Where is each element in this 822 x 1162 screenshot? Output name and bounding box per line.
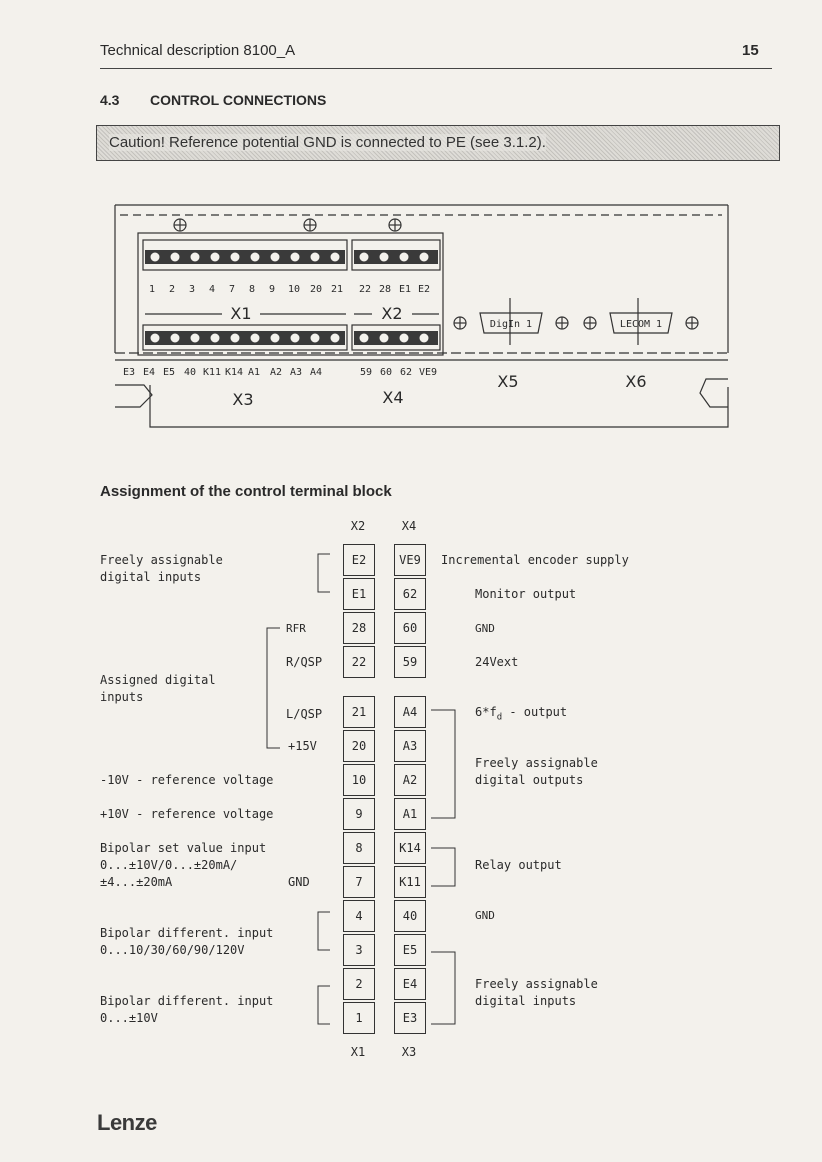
terminal-cell: 9	[343, 798, 375, 830]
terminal-cell: 10	[343, 764, 375, 796]
terminal-cell: 2	[343, 968, 375, 1000]
terminal-cell: 7	[343, 866, 375, 898]
label-assigned-digital: Assigned digital	[100, 673, 216, 687]
terminal-cell: E2	[343, 544, 375, 576]
terminal-cell: A4	[394, 696, 426, 728]
x4-terminal-label: 59	[359, 367, 373, 378]
label-freely-outputs-2: digital outputs	[475, 773, 584, 787]
label-encoder-supply: Incremental encoder supply	[441, 553, 629, 567]
header-title: Technical description 8100_A	[100, 42, 296, 59]
x3-terminal-label: A2	[269, 367, 283, 378]
terminal-cell: A3	[394, 730, 426, 762]
terminal-cell: 59	[394, 646, 426, 678]
x2-terminal-label: 22	[358, 284, 372, 295]
label-bipolar-set-3: ±4...±20mA	[100, 875, 173, 889]
x3-connector-label: X3	[232, 390, 254, 409]
x1-terminal-label: 21	[330, 284, 344, 295]
label-bipolar-set-1: Bipolar set value input	[100, 841, 267, 855]
terminal-cell: K14	[394, 832, 426, 864]
terminal-cell: A1	[394, 798, 426, 830]
x3-terminal-label: E4	[142, 367, 156, 378]
x3-terminal-label: E3	[122, 367, 136, 378]
label-gnd-right-2: GND	[475, 909, 495, 922]
lenze-logo: Lenze	[97, 1110, 157, 1135]
caution-text: Caution! Reference potential GND is connected to PE (see 3.1.2).	[109, 134, 546, 151]
terminal-cell: 22	[343, 646, 375, 678]
page-number: 15	[742, 42, 759, 59]
x1-terminal-label: 7	[228, 284, 236, 295]
bracket-lines	[255, 540, 555, 1040]
label-freely-inputs-2: digital inputs	[475, 994, 577, 1008]
x3-terminal-label: K11	[202, 367, 222, 378]
x6-connector-label: X6	[625, 372, 647, 391]
label-monitor-output: Monitor output	[475, 587, 577, 601]
terminal-cell: 3	[343, 934, 375, 966]
x2-terminal-label: E1	[398, 284, 412, 295]
label-diff-input-4: 0...±10V	[100, 1011, 158, 1025]
column-header-x1: X1	[350, 1045, 366, 1059]
x1-terminal-label: 3	[188, 284, 196, 295]
section-number: 4.3	[100, 92, 120, 108]
label-relay-output: Relay output	[475, 858, 562, 872]
terminal-cell: 28	[343, 612, 375, 644]
label-neg-reference: -10V - reference voltage	[100, 773, 274, 787]
x1-connector-label: X1	[230, 304, 252, 323]
x1-terminal-label: 2	[168, 284, 176, 295]
x4-terminal-label: VE9	[418, 367, 438, 378]
label-diff-input-1: Bipolar different. input	[100, 926, 274, 940]
terminal-cell: A2	[394, 764, 426, 796]
terminal-cell: E1	[343, 578, 375, 610]
label-lqsp: L/QSP	[286, 707, 323, 721]
terminal-cell: 1	[343, 1002, 375, 1034]
x2-terminal-label: E2	[417, 284, 431, 295]
x4-connector-label: X4	[382, 388, 404, 407]
label-inputs: inputs	[100, 690, 144, 704]
x3-terminal-label: 40	[183, 367, 197, 378]
terminal-cell: E5	[394, 934, 426, 966]
terminal-cell: 60	[394, 612, 426, 644]
label-bipolar-set-2: 0...±10V/0...±20mA/	[100, 858, 238, 872]
terminal-cell: E4	[394, 968, 426, 1000]
control-connector-diagram	[110, 195, 740, 435]
x4-terminal-label: 60	[379, 367, 393, 378]
x1-terminal-label: 9	[268, 284, 276, 295]
label-diff-input-2: 0...10/30/60/90/120V	[100, 943, 245, 957]
label-freely-outputs-1: Freely assignable	[475, 756, 598, 770]
section-title: CONTROL CONNECTIONS	[150, 92, 327, 108]
label-rqsp: R/QSP	[286, 655, 323, 669]
x4-terminal-label: 62	[399, 367, 413, 378]
x1-terminal-label: 8	[248, 284, 256, 295]
label-gnd: GND	[288, 875, 310, 889]
x3-terminal-label: A1	[247, 367, 261, 378]
assignment-title: Assignment of the control terminal block	[100, 483, 392, 500]
column-header-x3: X3	[401, 1045, 417, 1059]
terminal-cell: K11	[394, 866, 426, 898]
terminal-cell: 40	[394, 900, 426, 932]
caution-box	[96, 125, 780, 161]
label-diff-input-3: Bipolar different. input	[100, 994, 274, 1008]
terminal-cell: 62	[394, 578, 426, 610]
x3-terminal-label: A3	[289, 367, 303, 378]
terminal-cell: 4	[343, 900, 375, 932]
lecom-port-label: LECOM 1	[619, 319, 663, 330]
digin-port-label: DigIn 1	[489, 319, 533, 330]
terminal-cell: VE9	[394, 544, 426, 576]
terminal-cell: 20	[343, 730, 375, 762]
terminal-cell: 21	[343, 696, 375, 728]
header-rule	[100, 68, 772, 69]
x5-connector-label: X5	[497, 372, 519, 391]
label-gnd-right: GND	[475, 622, 495, 635]
x1-terminal-label: 10	[287, 284, 301, 295]
x3-terminal-label: A4	[309, 367, 323, 378]
label-pos-reference: +10V - reference voltage	[100, 807, 274, 821]
x1-terminal-label: 4	[208, 284, 216, 295]
label-freely-inputs-1: Freely assignable	[475, 977, 598, 991]
x2-terminal-label: 28	[378, 284, 392, 295]
label-digital-inputs: digital inputs	[100, 570, 202, 584]
label-24vext: 24Vext	[475, 655, 519, 669]
terminal-cell: E3	[394, 1002, 426, 1034]
column-header-x2: X2	[350, 519, 366, 533]
label-fd-output: $6*f_d$ - output	[475, 705, 568, 723]
x1-terminal-label: 1	[148, 284, 156, 295]
column-header-x4: X4	[401, 519, 417, 533]
terminal-cell: 8	[343, 832, 375, 864]
x3-terminal-label: K14	[224, 367, 244, 378]
label-rfr: RFR	[286, 622, 306, 635]
label-plus15v: +15V	[288, 739, 317, 753]
x3-terminal-label: E5	[162, 367, 176, 378]
label-freely-assignable: Freely assignable	[100, 553, 223, 567]
x2-connector-label: X2	[381, 304, 403, 323]
x1-terminal-label: 20	[309, 284, 323, 295]
